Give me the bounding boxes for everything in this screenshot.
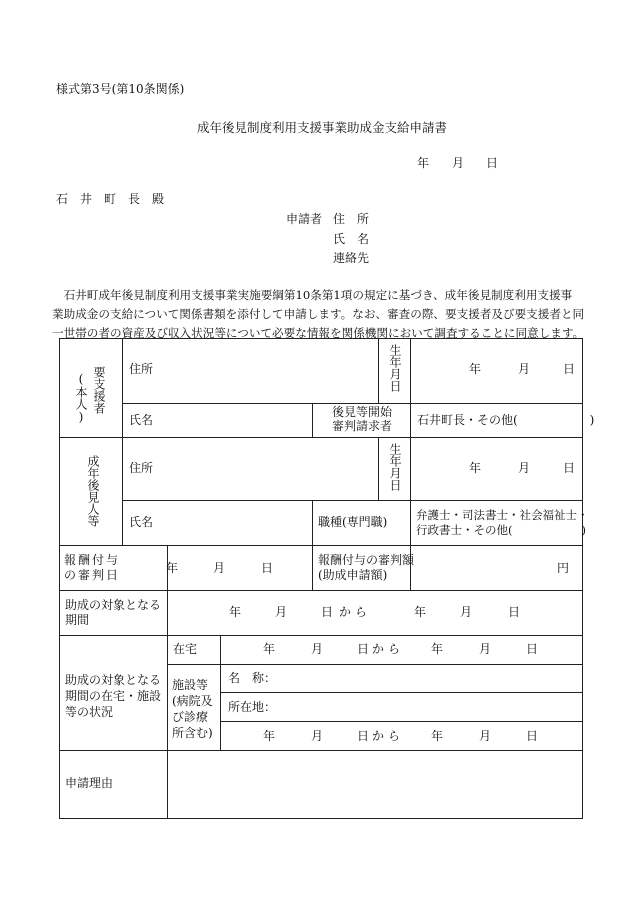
facility-from-year: 年 xyxy=(263,729,276,743)
body-line-1: 石井町成年後見制度利用支援事業実施要綱第10条第1項の規定に基づき、成年後見制度利用支援事 xyxy=(52,288,573,302)
reason-label: 申請理由 xyxy=(65,776,114,790)
occupation-options-line-2: 行政書士・その他( ) xyxy=(416,523,586,537)
reward-date-day: 日 xyxy=(261,561,274,575)
guardian-address-field[interactable] xyxy=(170,440,376,498)
home-to-month: 月 xyxy=(479,642,492,656)
facility-label-line-1: 施設等 xyxy=(172,678,209,692)
facility-from-label: から xyxy=(372,729,405,743)
reward-amount-label-line-2: (助成申請額) xyxy=(318,568,388,582)
home-to-day: 日 xyxy=(526,642,539,656)
home-label: 在宅 xyxy=(173,642,198,656)
reward-amount-label xyxy=(318,553,414,583)
body-line-2: 業助成金の支給について関係書類を添付して申請します。なお、審査の際、要支援者及び要支援者と同 xyxy=(52,307,585,321)
person-address-label: 住所 xyxy=(129,362,154,376)
period-to-day: 日 xyxy=(508,605,521,619)
guardian-address-label: 住所 xyxy=(129,461,154,475)
status-label-line-1: 助成の対象となる xyxy=(65,673,162,687)
person-birth-month: 月 xyxy=(518,362,531,376)
guardian-birth-day: 日 xyxy=(563,461,576,475)
person-label: 要支援者 xyxy=(92,366,106,414)
guardian-birthdate-label: 生年月日 xyxy=(388,443,402,491)
home-to-year: 年 xyxy=(431,642,444,656)
person-address-field[interactable] xyxy=(170,341,376,401)
guardian-name-label: 氏名 xyxy=(129,515,154,529)
facility-name-field[interactable] xyxy=(275,667,580,690)
facility-address-field[interactable] xyxy=(275,695,580,719)
person-name-label: 氏名 xyxy=(129,413,154,427)
facility-address-label: 所在地： xyxy=(228,700,277,714)
guardian-birth-year: 年 xyxy=(469,461,482,475)
home-from-day: 日 xyxy=(357,642,370,656)
addressee: 石 井 町 長 殿 xyxy=(56,192,165,206)
facility-label-line-2: (病院及 xyxy=(172,694,213,708)
period-label xyxy=(65,598,161,628)
home-from-year: 年 xyxy=(263,642,276,656)
yen-label: 円 xyxy=(557,561,570,575)
petitioner-options[interactable]: 石井町長・その他( ) xyxy=(417,413,595,427)
form-title: 成年後見制度利用支援事業助成金支給申請書 xyxy=(197,120,448,135)
applicant-address-label: 住 所 xyxy=(333,212,370,226)
applicant-name-label: 氏 名 xyxy=(333,232,370,246)
guardian-name-field[interactable] xyxy=(170,503,310,543)
date-month: 月 xyxy=(452,156,465,170)
petitioner-label-line-2: 審判請求者 xyxy=(332,419,393,433)
reason-field[interactable] xyxy=(170,753,580,816)
period-from-month: 月 xyxy=(275,605,288,619)
occupation-options-line-1: 弁護士・司法書士・社会福祉士・ xyxy=(416,508,589,522)
petitioner-label xyxy=(332,405,392,433)
person-name-field[interactable] xyxy=(170,406,310,435)
period-to-year: 年 xyxy=(414,605,427,619)
form-number: 様式第3号(第10条関係) xyxy=(56,82,185,96)
period-label-line-1: 助成の対象となる xyxy=(65,598,162,612)
reward-date-label-line-1: 報酬付与 xyxy=(64,553,121,567)
occupation-options[interactable] xyxy=(416,508,589,538)
period-to-month: 月 xyxy=(460,605,473,619)
guardian-birth-month: 月 xyxy=(518,461,531,475)
applicant-contact-label: 連絡先 xyxy=(333,251,370,265)
reward-date-year: 年 xyxy=(166,561,179,575)
home-from-month: 月 xyxy=(311,642,324,656)
petitioner-label-line-1: 後見等開始 xyxy=(332,405,393,419)
reward-date-label-line-2: の審判日 xyxy=(64,568,121,582)
guardian-label: 成年後見人等 xyxy=(86,455,100,527)
reward-amount-label-line-1: 報酬付与の審判額 xyxy=(318,553,415,567)
home-from-label: から xyxy=(372,642,405,656)
period-from-day: 日 xyxy=(321,605,334,619)
reward-date-label xyxy=(64,553,120,583)
body-line-3: 一世帯の者の資産及び収入状況等について必要な情報を関係機関において調査することに同意します。 xyxy=(52,326,585,340)
reward-date-month: 月 xyxy=(213,561,226,575)
person-birth-day: 日 xyxy=(563,362,576,376)
person-birth-year: 年 xyxy=(469,362,482,376)
facility-name-label: 名 称： xyxy=(228,671,277,685)
guardian-birthdate-field[interactable] xyxy=(412,440,580,498)
period-from-label: から xyxy=(339,605,372,619)
status-label-line-3: 等の状況 xyxy=(65,705,114,719)
period-label-line-2: 期間 xyxy=(65,613,90,627)
facility-to-year: 年 xyxy=(431,729,444,743)
person-birthdate-label: 生年月日 xyxy=(388,344,402,392)
status-label-line-2: 期間の在宅・施設 xyxy=(65,689,162,703)
person-birthdate-field[interactable] xyxy=(412,341,580,401)
facility-label xyxy=(172,677,213,741)
date-day: 日 xyxy=(486,156,499,170)
date-year: 年 xyxy=(417,156,430,170)
facility-from-month: 月 xyxy=(311,729,324,743)
facility-label-line-3: び診療 xyxy=(172,710,209,724)
facility-to-month: 月 xyxy=(479,729,492,743)
period-from-year: 年 xyxy=(229,605,242,619)
reward-amount-field[interactable] xyxy=(412,548,580,588)
person-sub-label: (本人) xyxy=(74,372,88,424)
facility-to-day: 日 xyxy=(526,729,539,743)
occupation-label: 職種(専門職) xyxy=(318,515,388,529)
facility-label-line-4: 所含む) xyxy=(172,726,213,740)
facility-from-day: 日 xyxy=(357,729,370,743)
status-label xyxy=(65,672,161,720)
applicant-label: 申請者 xyxy=(286,212,323,226)
